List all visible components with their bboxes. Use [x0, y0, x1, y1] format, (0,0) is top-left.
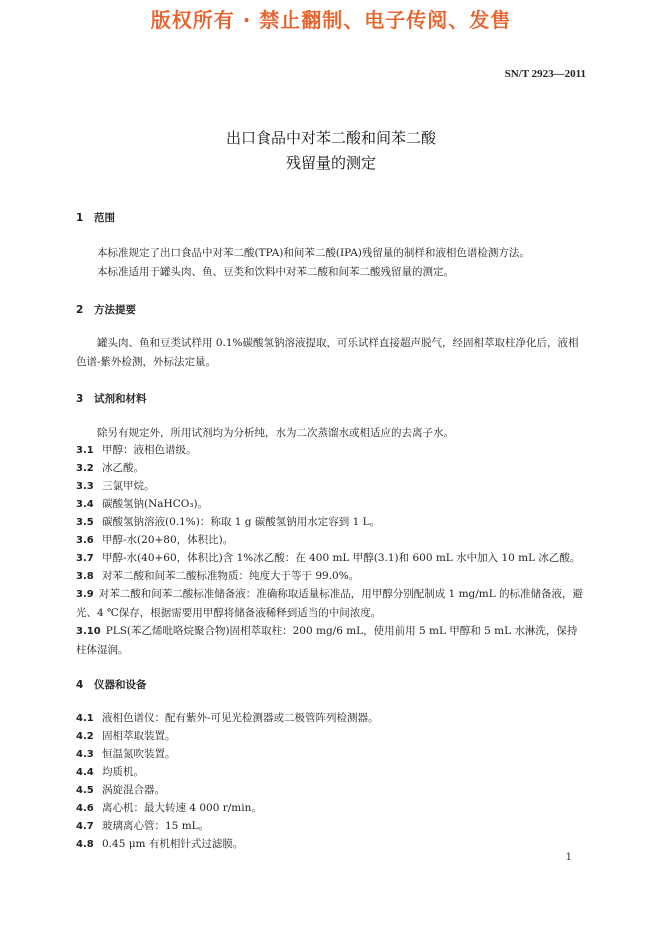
list-item: 4.5 涡旋混合器。 — [76, 784, 165, 796]
reagents-intro: 除另有规定外，所用试剂均为分析纯，水为二次蒸馏水或相适应的去离子水。 — [97, 427, 454, 439]
list-item: 3.9 对苯二酸和间苯二酸标准储备液：准确称取适量标准品，用甲醇分别配制成 1 mg/mL 的标准储备液，避光、4 ℃保存，根据需要用甲醇将储备液稀释到适当的中间浓度。 — [76, 588, 584, 619]
list-item: 4.3 恒温氮吹装置。 — [76, 748, 176, 760]
method-paragraph: 罐头肉、鱼和豆类试样用 0.1%碳酸氢钠溶液提取，可乐试样直接超声脱气，经固相萃取柱净化后，液相色谱-紫外检测，外标法定量。 — [76, 337, 579, 368]
list-item: 3.1 甲醇：液相色谱级。 — [76, 444, 197, 456]
list-item: 4.4 均质机。 — [76, 766, 144, 778]
section-heading-apparatus — [76, 677, 147, 692]
list-item: 3.10 PLS(苯乙烯吡咯烷聚合物)固相萃取柱：200 mg/6 mL，使用前用 5 mL 甲醇和 5 mL 水淋洗，保持柱体湿润。 — [76, 625, 578, 656]
scope-paragraph-1: 本标准规定了出口食品中对苯二酸(TPA)和间苯二酸(IPA)残留量的制样和液相色谱检测方法。 — [97, 247, 530, 259]
list-item: 4.8 0.45 μm 有机相针式过滤膜。 — [76, 838, 244, 850]
section-number: 4 — [76, 679, 84, 691]
section-number: 2 — [76, 304, 84, 316]
section-number: 1 — [76, 212, 84, 224]
list-item: 3.3 三氯甲烷。 — [76, 480, 155, 492]
section-heading-method — [76, 302, 136, 317]
section-title: 仪器和设备 — [94, 679, 147, 691]
section-title: 方法提要 — [94, 304, 136, 316]
section-title: 试剂和材料 — [94, 393, 147, 405]
list-item: 3.7 甲醇-水(40+60，体积比)含 1%冰乙酸：在 400 mL 甲醇(3.1)和 600 mL 水中加入 10 mL 冰乙酸。 — [76, 552, 581, 564]
page-number: 1 — [565, 852, 572, 863]
list-item: 3.5 碳酸氢钠溶液(0.1%)：称取 1 g 碳酸氢钠用水定容到 1 L。 — [76, 516, 381, 528]
scope-paragraph-2: 本标准适用于罐头肉、鱼、豆类和饮料中对苯二酸和间苯二酸残留量的测定。 — [97, 266, 454, 278]
list-item: 4.2 固相萃取装置。 — [76, 730, 176, 742]
document-title-line1: 出口食品中对苯二酸和间苯二酸 — [225, 129, 436, 147]
section-number: 3 — [76, 393, 84, 405]
section-heading-scope — [76, 210, 115, 225]
document-title-line2: 残留量的测定 — [285, 154, 376, 172]
list-item: 3.8 对苯二酸和间苯二酸标准物质：纯度大于等于 99.0%。 — [76, 570, 360, 582]
list-item: 4.7 玻璃离心管：15 mL。 — [76, 820, 210, 832]
list-item: 4.6 离心机：最大转速 4 000 r/min。 — [76, 802, 262, 814]
standard-number: SN/T 2923—2011 — [504, 68, 586, 80]
list-item: 3.2 冰乙酸。 — [76, 462, 144, 474]
section-heading-reagents — [76, 391, 147, 406]
list-item: 4.1 液相色谱仪：配有紫外-可见光检测器或二极管阵列检测器。 — [76, 712, 379, 724]
list-item: 3.4 碳酸氢钠(NaHCO₃)。 — [76, 498, 209, 510]
copyright-watermark: 版权所有 · 禁止翻制、电子传阅、发售 — [150, 8, 512, 32]
section-title: 范围 — [94, 212, 115, 224]
list-item: 3.6 甲醇-水(20+80，体积比)。 — [76, 534, 234, 546]
